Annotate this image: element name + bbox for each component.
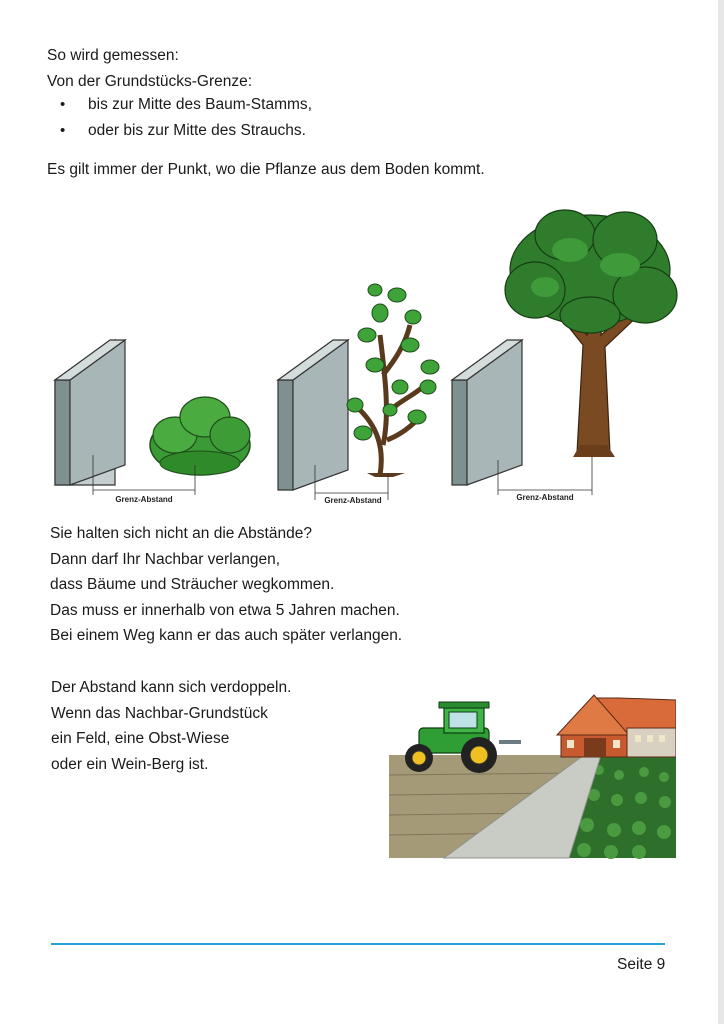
paragraph-line: oder ein Wein-Berg ist. bbox=[51, 755, 209, 773]
page-edge bbox=[718, 0, 724, 1024]
dimension-label-2: Grenz-Abstand bbox=[324, 496, 382, 505]
intro-line-1: So wird gemessen: bbox=[47, 47, 179, 64]
farm-illustration bbox=[389, 680, 676, 860]
distance-illustration bbox=[45, 195, 685, 510]
double-distance-paragraph bbox=[51, 675, 291, 777]
consequence-paragraph bbox=[50, 521, 402, 649]
list-item: • bis zur Mitte des Baum-Stamms, bbox=[60, 92, 312, 118]
intro-line-2: Von der Grundstücks-Grenze: bbox=[47, 72, 253, 90]
paragraph-line: Sie halten sich nicht an die Abstände? bbox=[50, 525, 312, 542]
rule-sentence: Es gilt immer der Punkt, wo die Pflanze aus dem Boden kommt. bbox=[47, 161, 485, 178]
list-item: • oder bis zur Mitte des Strauchs. bbox=[60, 118, 312, 144]
bush bbox=[150, 397, 250, 475]
paragraph-line: ein Feld, eine Obst-Wiese bbox=[51, 730, 230, 747]
paragraph-line: Wenn das Nachbar-Grundstück bbox=[51, 704, 268, 722]
big-tree bbox=[505, 210, 677, 457]
intro-text bbox=[47, 43, 252, 94]
paragraph-line: Das muss er innerhalb von etwa 5 Jahren machen. bbox=[50, 601, 400, 619]
paragraph-line: Bei einem Weg kann er das auch später verlangen. bbox=[50, 627, 403, 644]
footer-divider bbox=[51, 943, 665, 945]
wall-1 bbox=[55, 340, 125, 485]
dimension-label-1: Grenz-Abstand bbox=[115, 495, 173, 504]
paragraph-line: Dann darf Ihr Nachbar verlangen, bbox=[50, 550, 281, 568]
measurement-list bbox=[60, 92, 312, 143]
page-number: Seite 9 bbox=[617, 956, 666, 973]
paragraph-line: dass Bäume und Sträucher wegkommen. bbox=[50, 576, 335, 593]
wall-2 bbox=[278, 340, 348, 490]
wall-3 bbox=[452, 340, 522, 485]
paragraph-line: Der Abstand kann sich verdoppeln. bbox=[51, 679, 292, 696]
young-tree bbox=[347, 284, 439, 477]
dimension-label-3: Grenz-Abstand bbox=[516, 493, 574, 502]
